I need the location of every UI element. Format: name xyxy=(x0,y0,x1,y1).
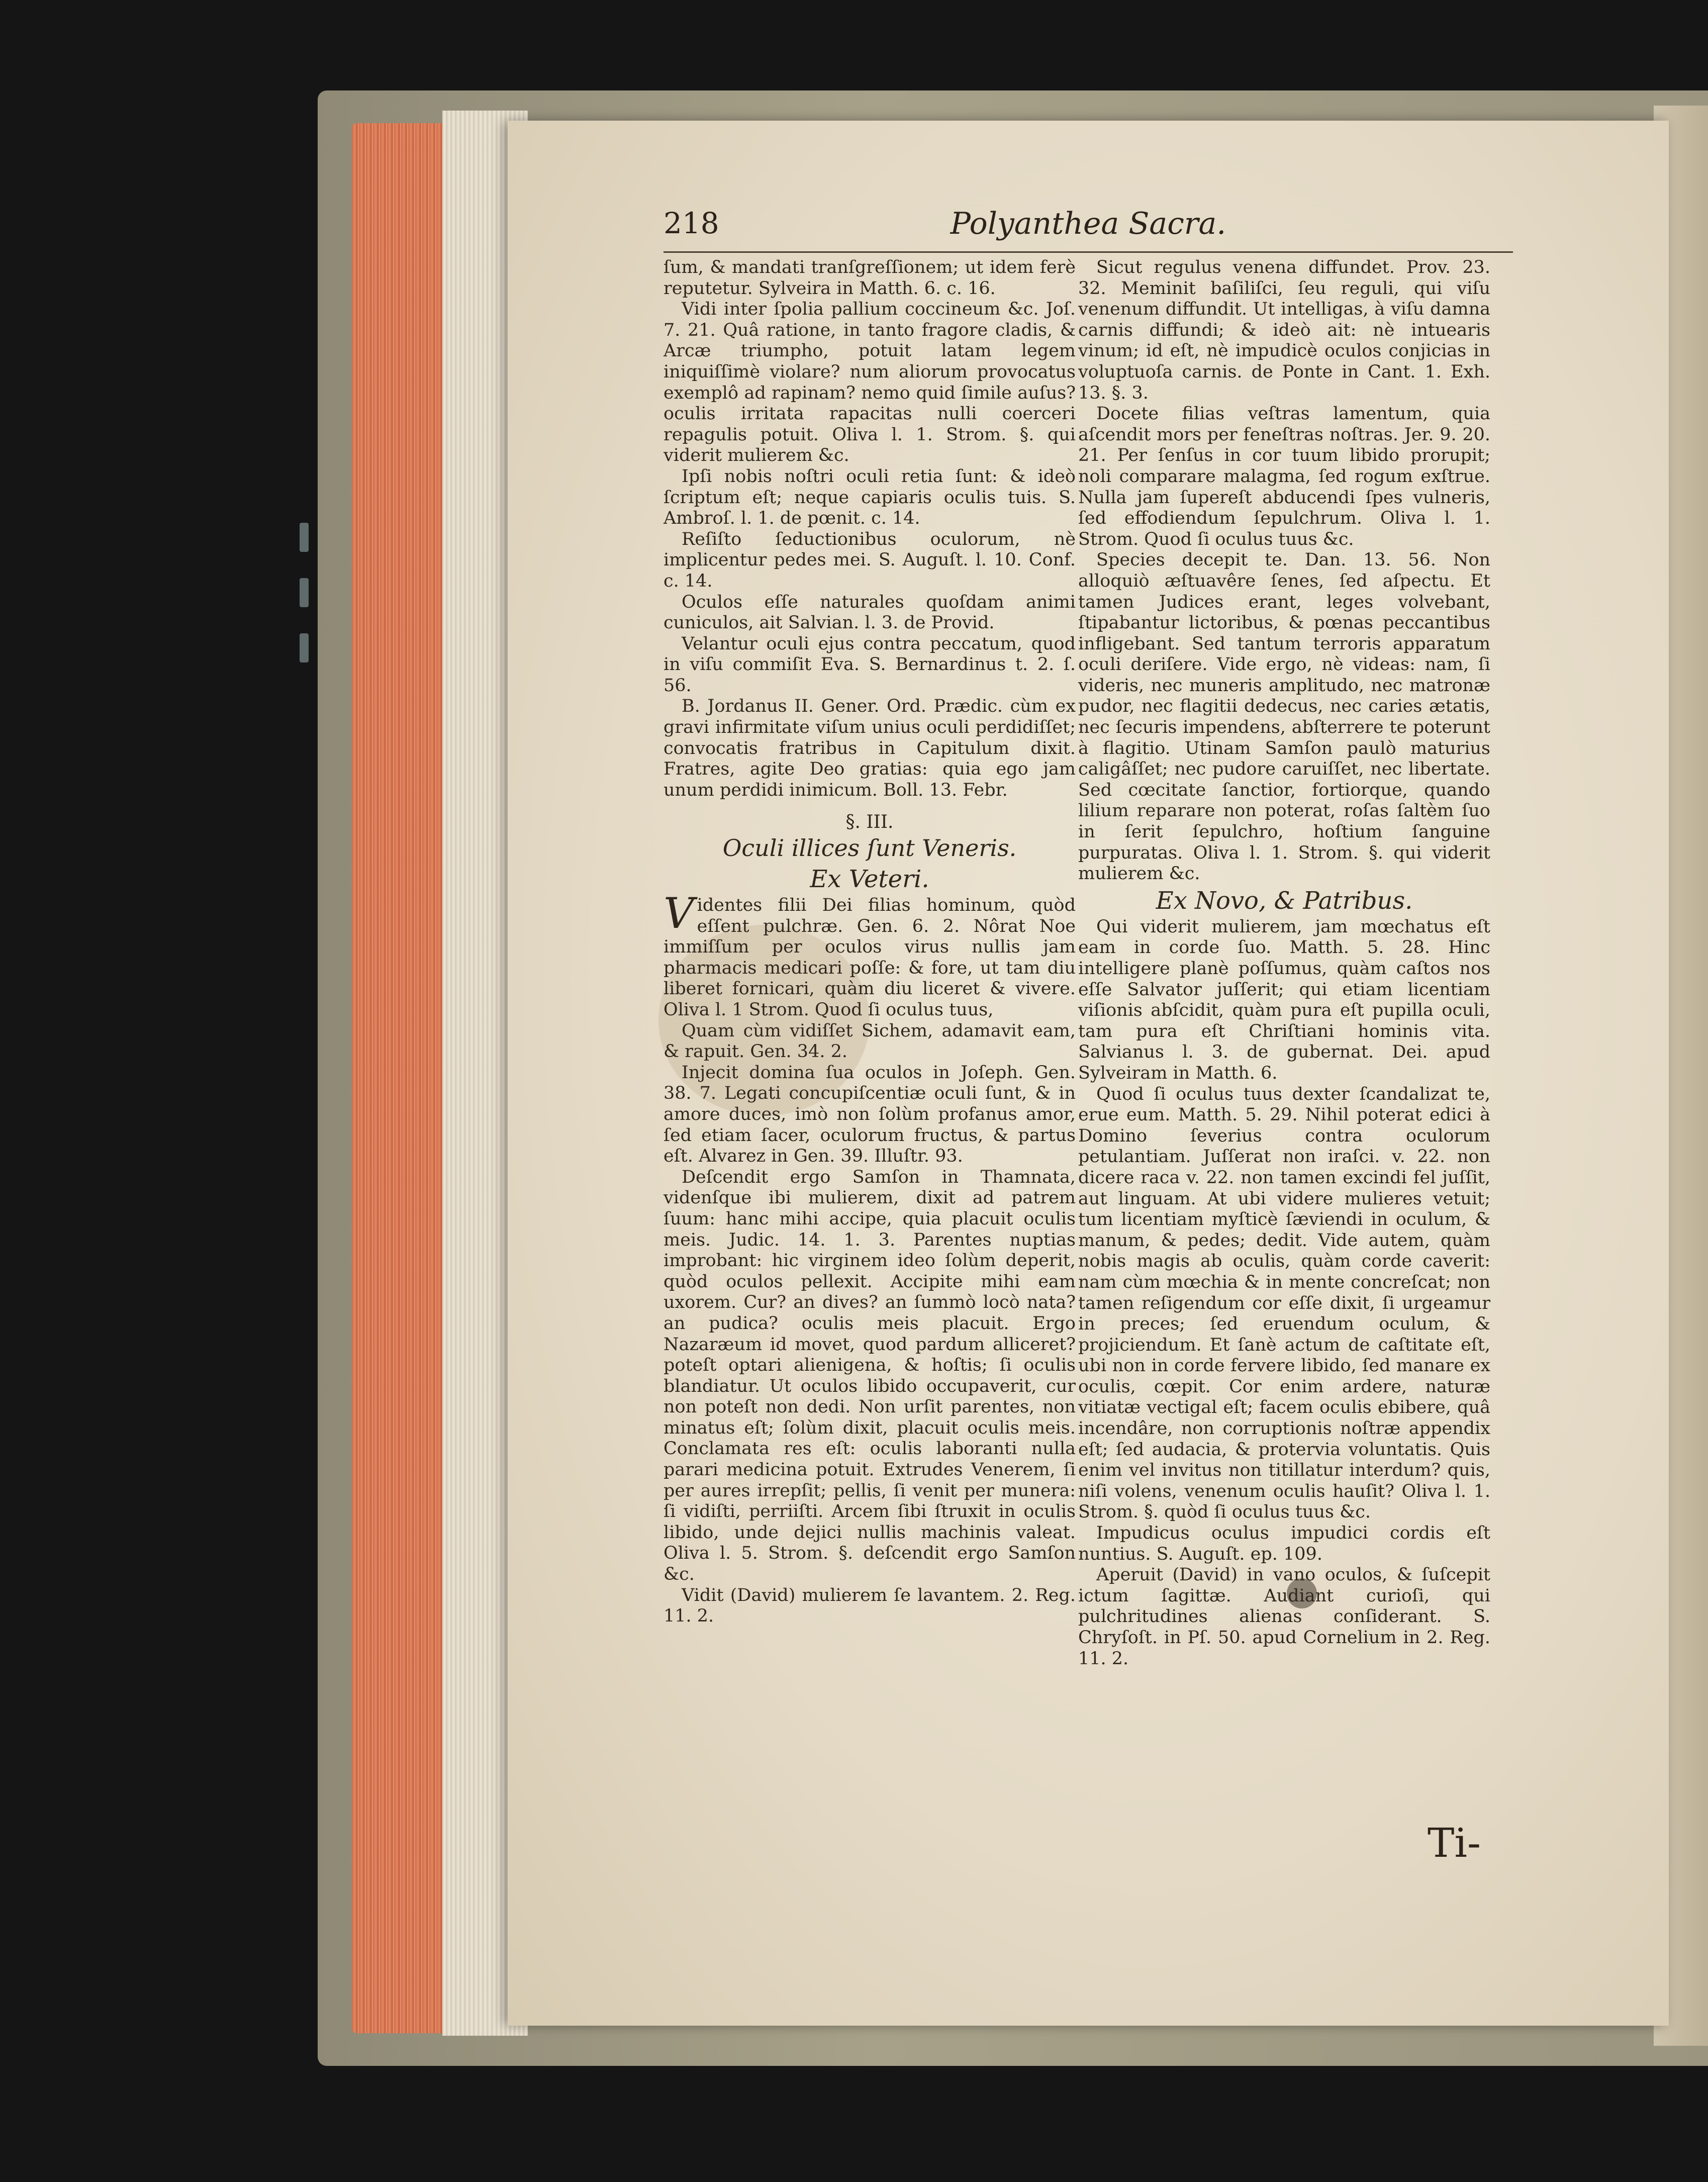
running-title: Polyanthea Sacra. xyxy=(950,206,1226,241)
section-mark: §. III. xyxy=(845,812,894,833)
paragraph: Velantur oculi ejus contra peccatum, quod in viſu commiſit Eva. S. Bernardinus t. 2. ſ. 56. xyxy=(663,633,1076,696)
page-header xyxy=(663,206,1513,251)
paragraph: Oculos eſſe naturales quoſdam animi cuniculos, ait Salvian. l. 3. de Provid. xyxy=(663,592,1076,633)
paragraph: Aperuit (David) in vano oculos, & ſuſcepit ictum ſagittæ. Audiant curioſi, qui pulchritudines alienas conſiderant. S. Chryſoſt. in Pſ. 50. apud Cornelium in 2. Reg. 11. 2. xyxy=(1078,1565,1490,1669)
paragraph: Reſiſto ſeductionibus oculorum, nè implicentur pedes mei. S. Auguſt. l. 10. Conf. c. 14. xyxy=(663,529,1076,591)
paragraph: Quod ſi oculus tuus dexter ſcandalizat te, erue eum. Matth. 5. 29. Nihil poterat edici à Domino ſeverius contra oculorum petulantiam. Juſſerat non iraſci. v. 22. non dicere raca v. 22. non tamen excindi fel juſſit, aut linguam. At ubi videre mulieres vetuit; tum licentiam myſticè ſæviendi in oculum, & manum, & pedes; dedit. Vide autem, quàm nobis magis ab oculis, quàm corde caverit: nam cùm mœchia & in mente concreſcat; non tamen reſigendum cor eſſe dixit, ſi urgeamur in preces; ſed eruendum oculum, & projiciendum. Et ſanè actum de caſtitate eſt, ubi non in corde fervere libido, ſed manare ex oculis, cœpit. Cor enim ardere, naturæ vitiatæ vectigal eſt; facem oculis ebibere, quâ incendâre, non corruptionis noſtræ appendix eſt; ſed audacia, & protervia voluntatis. Quis enim vel invitus non titillatur interdum? quis, niſi volens, venenum oculis hauſit? Oliva l. 1. Strom. §. quòd ſi oculus tuus &c. xyxy=(1078,1084,1490,1523)
paragraph: Vidi inter ſpolia pallium coccineum &c. Joſ. 7. 21. Quâ ratione, in tanto fragore cladis, & Arcæ triumpho, potuit latam legem iniquiſſimè violare? num aliorum provocatus exemplô ad rapinam? nemo quid ſimile auſus? oculis irritata rapacitas nulli coerceri repagulis potuit. Oliva l. 1. Strom. §. qui viderit mulierem &c. xyxy=(663,299,1076,466)
clasp-mark xyxy=(300,578,309,607)
paragraph: B. Jordanus II. Gener. Ord. Prædic. cùm ex gravi infirmitate viſum unius oculi perdidiſſet; convocatis fratribus in Capitulum dixit. Fratres, agite Deo gratias: quia ego jam unum perdidi inimicum. Boll. 13. Febr. xyxy=(663,696,1076,800)
paragraph: Sicut regulus venena diffundet. Prov. 23. 32. Meminit baſiliſci, ſeu reguli, qui viſu venenum diffundit. Ut intelligas, à viſu damna carnis diffundi; & ideò ait: nè intuearis vinum; id eſt, nè impudicè oculos conjicias in voluptuoſa carnis. de Ponte in Cant. 1. Exh. 13. §. 3. xyxy=(1078,257,1490,403)
paragraph: ſum, & mandati tranſgreſſionem; ut idem ferè reputetur. Sylveira in Matth. 6. c. 16. xyxy=(663,257,1076,299)
paragraph: Vidit (David) mulierem ſe lavantem. 2. Reg. 11. 2. xyxy=(663,1585,1076,1627)
paragraph: Ipſi nobis noſtri oculi retia ſunt: & ideò ſcriptum eſt; neque capiaris oculis tuis. S. Ambroſ. l. 1. de pœnit. c. 14. xyxy=(663,466,1076,529)
clasp-mark xyxy=(300,523,309,552)
paragraph: Deſcendit ergo Samſon in Thamnata, videnſque ibi mulierem, dixit ad patrem ſuum: hanc mihi accipe, quia placuit oculis meis. Judic. 14. 1. 3. Parentes nuptias improbant: hic virginem ideo ſolùm deperit, quòd oculos pellexit. Accipite mihi eam uxorem. Cur? an dives? an ſummò locò nata? an pudica? oculis meis placuit. Ergo Nazaræum id movet, quod pardum alliceret? poteſt optari alienigena, & hoſtis; ſi oculis blandiatur. Ut oculos libido occupaverit, cur non poteſt non dedi. Non urſit parentes, non minatus eſt; ſolùm dixit, placuit oculis meis. Conclamata res eſt: oculis laboranti nulla parari medicina potuit. Extrudes Venerem, ſi per aures irrepſit; pellis, ſi venit per munera: ſi vidiſti, perriiſti. Arcem ſibi ſtruxit in oculis libido, unde dejici nullis machinis valeat. Oliva l. 5. Strom. §. deſcendit ergo Samſon &c. xyxy=(663,1167,1076,1585)
paragraph: Qui viderit mulierem, jam mœchatus eſt eam in corde ſuo. Matth. 5. 28. Hinc intelligere planè poſſumus, quàm caſtos nos eſſe Salvator juſſerit; qui etiam licentiam viſionis abſcidit, quàm pura eſt pupilla oculi, tam pura eſt Chriſtiani hominis vita. Salvianus l. 3. de gubernat. Dei. apud Sylveiram in Matth. 6. xyxy=(1078,916,1490,1083)
catchword: Ti- xyxy=(1428,1820,1481,1866)
right-column xyxy=(1078,257,1490,1669)
header-rule xyxy=(663,251,1513,253)
paragraph: Impudicus oculus impudici cordis eſt nuntius. S. Auguſt. ep. 109. xyxy=(1078,1523,1490,1564)
paragraph: Species decepit te. Dan. 13. 56. Non alloquiò æſtuavêre ſenes, ſed aſpectu. Et tamen Judices erant, leges volvebant, ſtipabantur lictoribus, & pœnas peccantibus infligebant. Sed tantum terroris apparatum oculi deriſere. Vide ergo, nè videas: nam, ſi videris, nec muneris amplitudo, nec matronæ pudor, nec flagitii dedecus, nec caries ætatis, nec ſecuris impendens, abſterrere te poterunt à flagitio. Utinam Samſon paulò maturius caligâſſet; nec pudore caruiſſet, nec libertate. Sed cœcitate ſanctior, fortiorque, quando lilium reparare non poterat, roſas ſaltèm ſuo in ſerit ſepulchro, hoſtium ſanguine purpuratas. Oliva l. 1. Strom. §. qui viderit mulierem &c. xyxy=(1078,550,1490,884)
paragraph: Docete filias veſtras lamentum, quia aſcendit mors per feneſtras noſtras. Jer. 9. 20. 21. Per ſenſus in cor tuum libido prorupit; noli comparare malagma, ſed rogum exſtrue. Nulla jam ſupereſt abducendi ſpes vulneris, ſed effodiendum ſepulchrum. Oliva l. 1. Strom. Quod ſi oculus tuus &c. xyxy=(1078,404,1490,549)
paragraph: Videntes filii Dei filias hominum, quòd eſſent pulchræ. Gen. 6. 2. Nôrat Noe immiſſum per oculos virus nullis jam pharmacis medicari poſſe: & fore, ut tam diu liberet fornicari, quàm diu liceret & vivere. Oliva l. 1 Strom. Quod ſi oculus tuus, xyxy=(663,889,1076,1020)
paragraph: Injecit domina ſua oculos in Joſeph. Gen. 38. 7. Legati concupiſcentiæ oculi ſunt, & in amore duces, imò non ſolùm profanus amor, ſed etiam ſacer, oculorum fructus, & partus eſt. Alvarez in Gen. 39. Illuſtr. 93. xyxy=(663,1062,1076,1167)
page-number: 218 xyxy=(663,206,719,240)
clasp-mark xyxy=(300,633,309,662)
subsection-title: Ex Novo, & Patribus. xyxy=(1156,886,1413,915)
section-title: Oculi illices ſunt Veneris. xyxy=(722,834,1017,862)
subsection-title: Ex Veteri. xyxy=(810,865,929,894)
left-column xyxy=(663,257,1076,1627)
paragraph: Quam cùm vidiſſet Sichem, adamavit eam, & rapuit. Gen. 34. 2. xyxy=(663,1020,1076,1062)
